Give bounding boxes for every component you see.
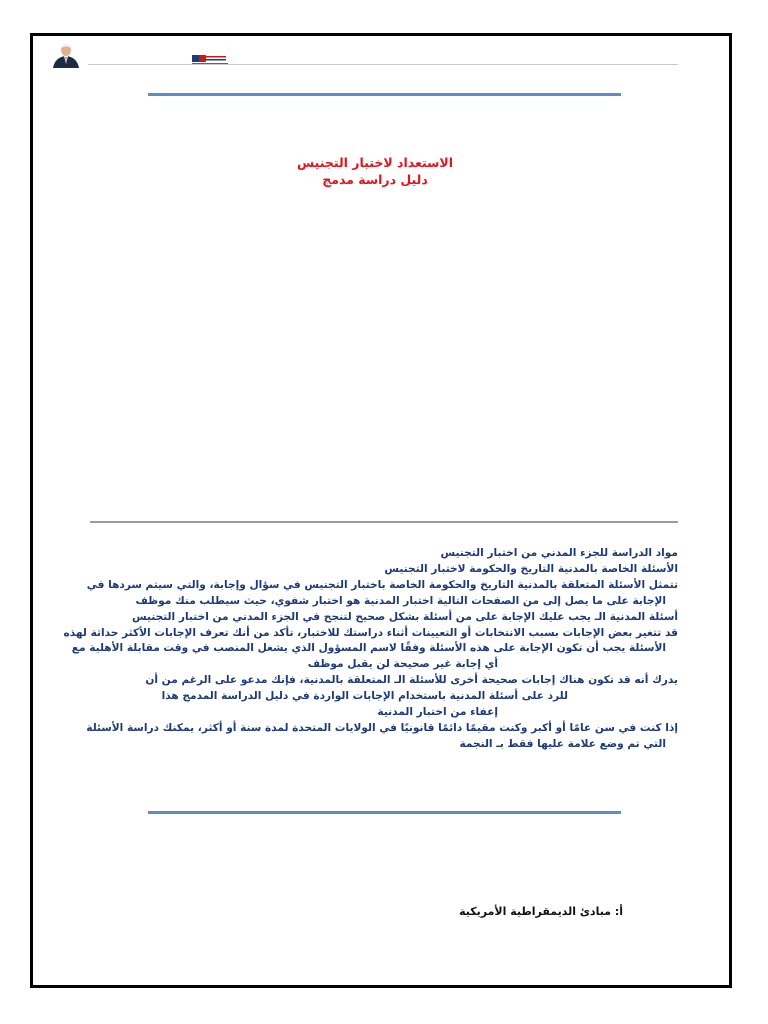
flag-logo-icon [192, 50, 228, 62]
bottom-blue-divider [148, 811, 621, 814]
body-line: الإجابة على ما يصل إلى من الصفحات التالية اختبار المدنية هو اختبار شفوي، حيث سيطلب منك موظف [135, 594, 666, 607]
body-line: التي تم وضع علامة عليها فقط بـ النجمة [459, 737, 666, 750]
section-heading: أ: مبادئ الديمقراطية الأمريكية [459, 905, 623, 918]
body-line: إعفاء من اختبار المدنية [377, 706, 498, 719]
body-line: تتمثل الأسئلة المتعلقة بالمدنية التاريخ والحكومة الخاصة باختبار التجنيس في سؤال وإجابة، والتي سيتم سردها في [86, 578, 678, 591]
title-line-1: الاستعداد لاختبار التجنيس [296, 155, 454, 170]
body-line: أسئلة المدنية الـ يجب عليك الإجابة على من أسئلة بشكل صحيح لتنجح في الجزء المدني من اختبار التجنيس [131, 610, 678, 623]
header-divider [88, 64, 678, 65]
title-line-2: دليل دراسة مدمج [322, 172, 428, 187]
body-line: للرد على أسئلة المدنية باستخدام الإجابات الواردة في دليل الدراسة المدمج هذا [161, 690, 568, 703]
body-line: مواد الدراسة للجزء المدني من اختبار التجنيس [440, 547, 678, 559]
body-line: يدرك أنه قد تكون هناك إجابات صحيحة أخرى للأسئلة الـ المتعلقة بالمدنية، فإنك مدعو على الرغم من أن [145, 674, 678, 687]
body-line: أي إجابة غير صحيحة لن يقبل موظف [307, 658, 498, 671]
section-divider [90, 521, 678, 523]
person-photo-icon [47, 42, 83, 68]
body-line: إذا كنت في سن عامًا أو أكبر وكنت مقيمًا دائمًا قانونيًا في الولايات المتحدة لمدة سنة أو أكثر، يمكنك دراسة الأسئلة [86, 721, 678, 734]
top-blue-divider [148, 93, 621, 96]
document-title [200, 154, 550, 188]
study-guide-text [63, 546, 678, 753]
body-line: الأسئلة الخاصة بالمدنية التاريخ والحكومة لاختبار التجنيس [384, 562, 678, 575]
body-line: الأسئلة يجب أن تكون الإجابة على هذه الأسئلة وفقًا لاسم المسؤول الذي يشغل المنصب في وقت مقابلة الأهلية مع [71, 642, 666, 655]
body-line: قد تتغير بعض الإجابات بسبب الانتخابات أو التعيينات أثناء دراستك للاختبار، تأكد من أنك تعرف الإجابات الأكثر حداثة لهذه [63, 626, 678, 639]
